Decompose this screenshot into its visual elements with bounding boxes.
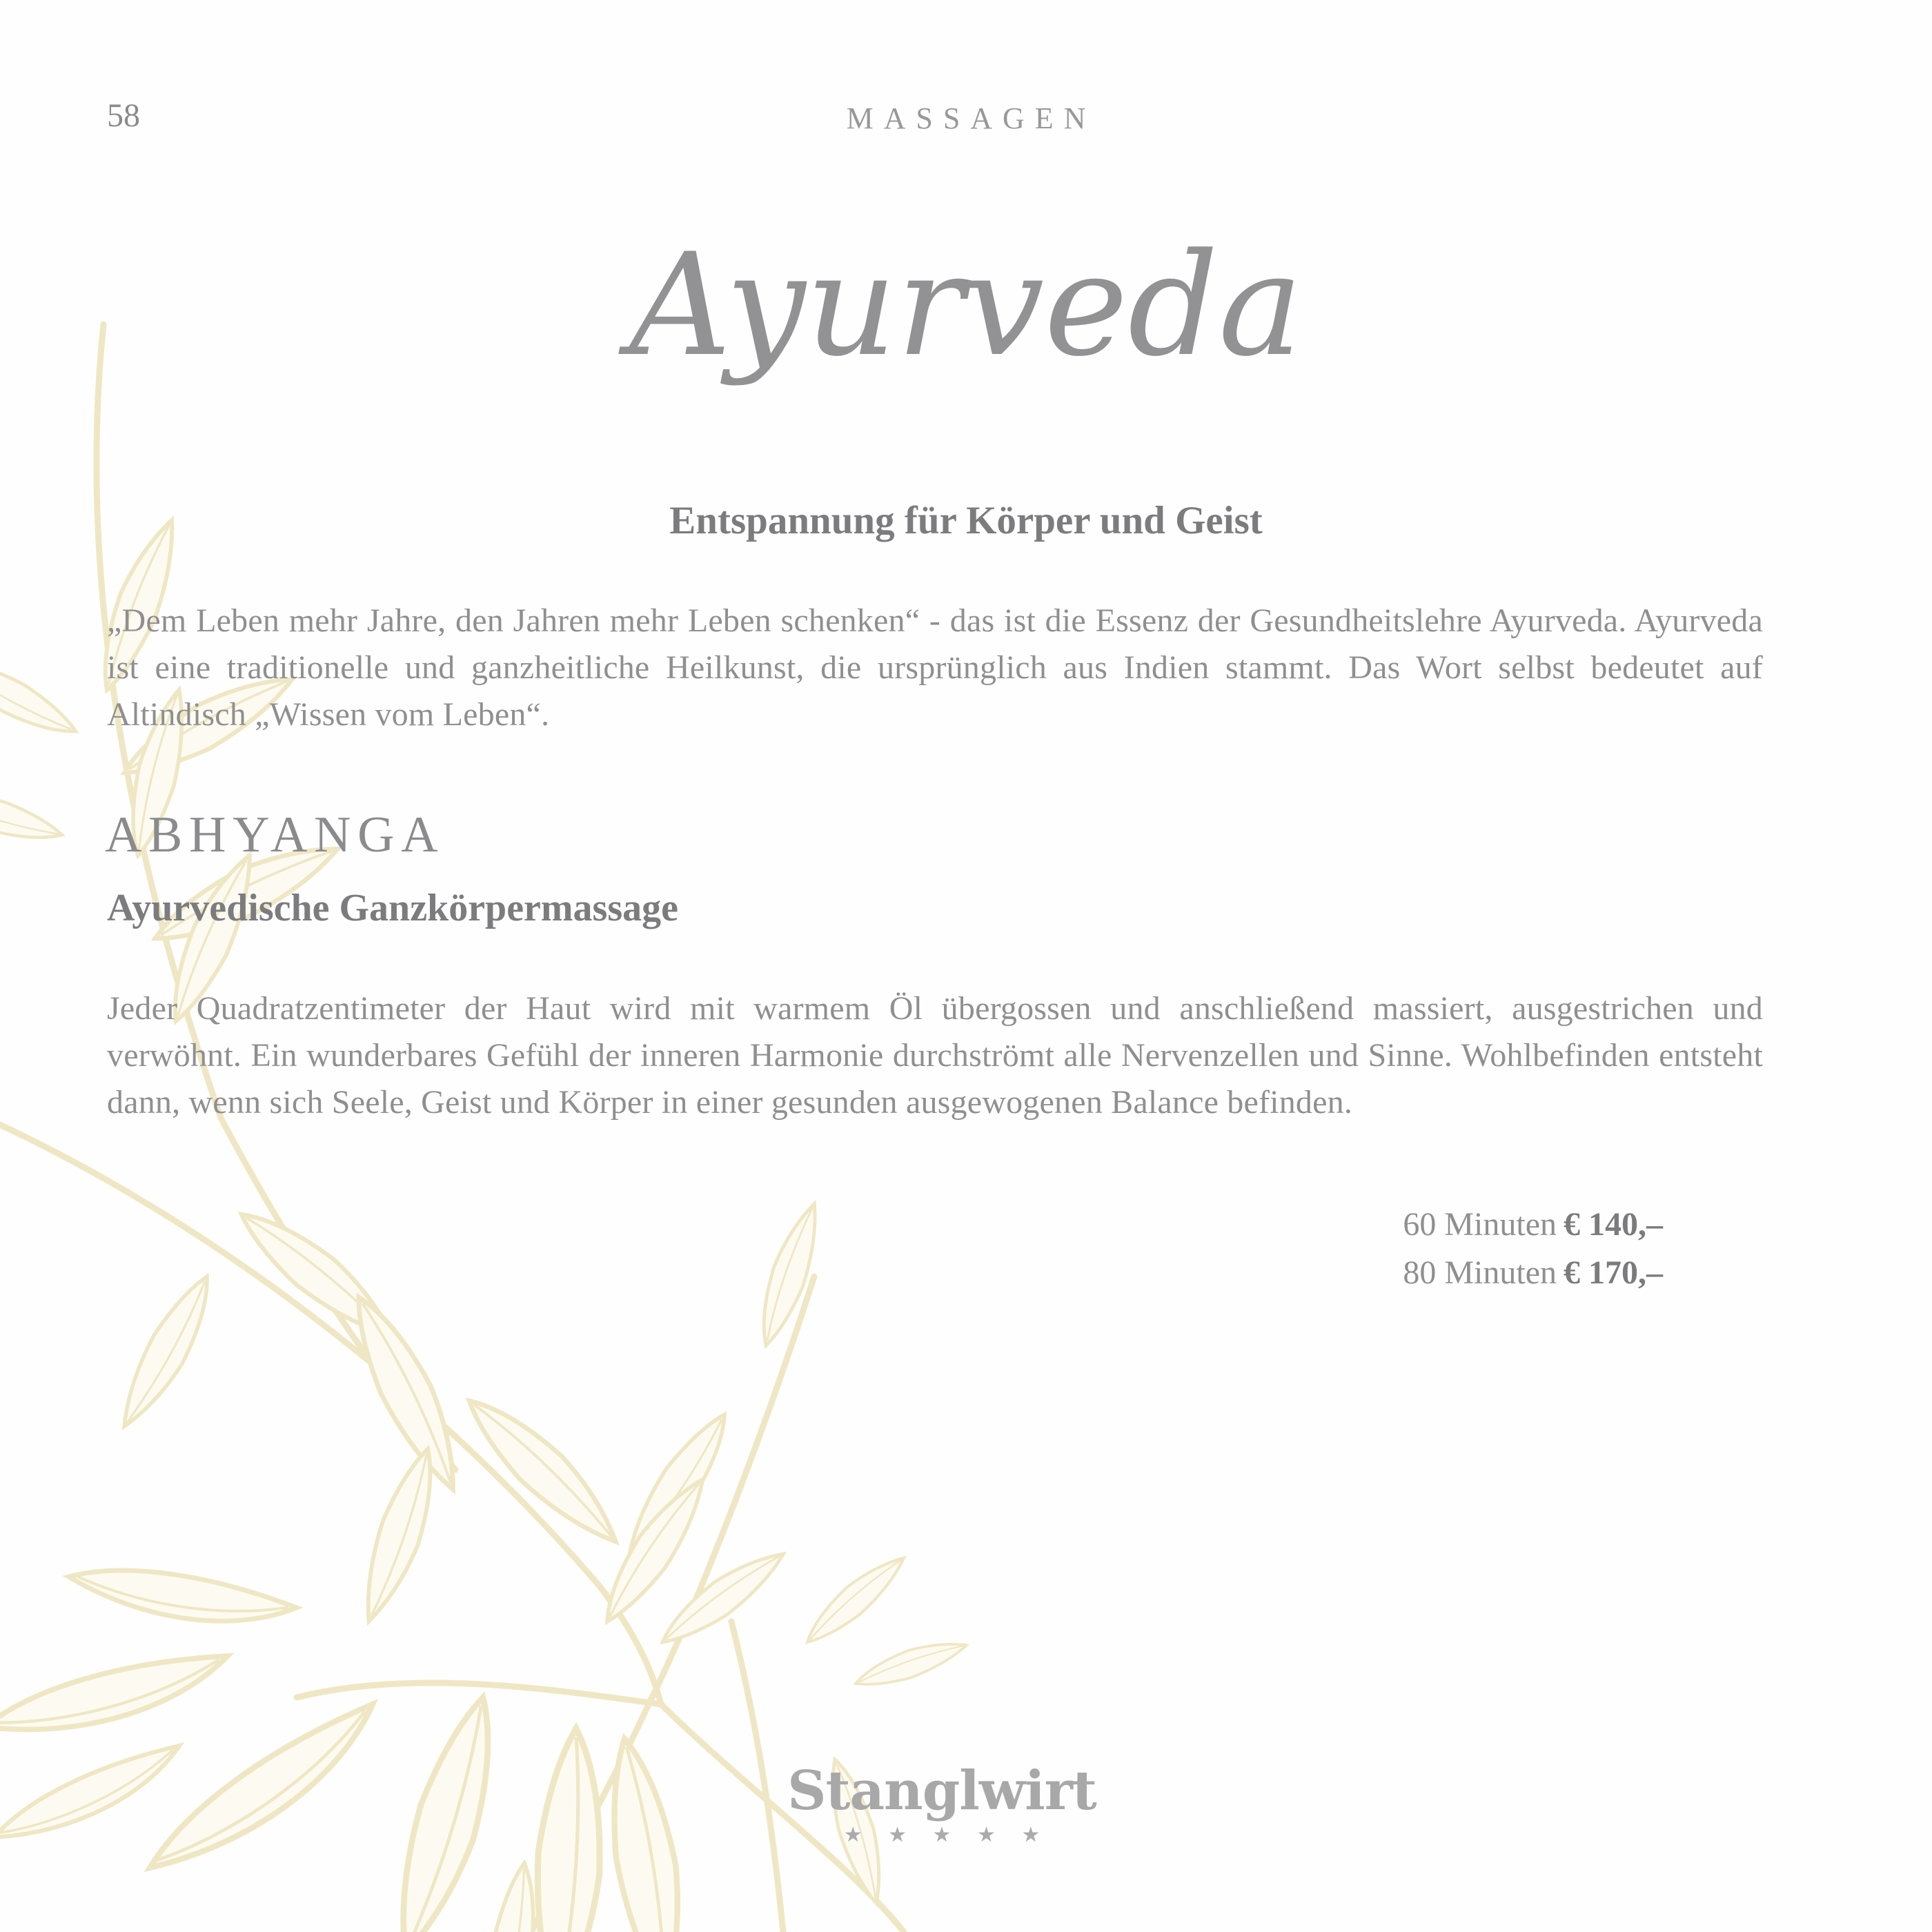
price-value: € 170,– [1564, 1254, 1663, 1291]
brand-logo: Stanglwirt [787, 1759, 1096, 1822]
brand-stars: ★ ★ ★ ★ ★ [843, 1823, 1050, 1847]
footer [0, 1759, 1908, 1847]
price-duration: 60 Minuten [1403, 1206, 1557, 1243]
page-title-script: Ayurveda [629, 224, 1303, 388]
treatment-description: Jeder Quadratzentimeter der Haut wird mit warmem Öl übergossen und anschließend massiert, ausgestrichen und verwöhnt. Ein wunderbares Gefühl der inneren Harmonie durchströmt alle Nervenzellen und Sinne. Wohlbefinden entsteht dann, wenn sich Seele, Geist und Körper in einer gesunden ausgewogenen Balance befinden. [107, 990, 1763, 1121]
price-row [1403, 1201, 1663, 1249]
intro-paragraph: „Dem Leben mehr Jahre, den Jahren mehr Leben schenken“ - das ist die Essenz der Gesundheitslehre Ayurveda. Ayurveda ist eine traditionelle und ganzheitliche Heilkunst, die ursprünglich aus Indien stammt. Das Wort selbst bedeutet auf Altindisch „Wissen vom Leben“. [107, 602, 1763, 733]
price-list [1403, 1201, 1663, 1297]
price-value: € 140,– [1564, 1206, 1663, 1243]
page-number: 58 [107, 97, 140, 134]
treatment-name: ABHYANGA [105, 807, 445, 863]
intro-heading: Entspannung für Körper und Geist [669, 499, 1263, 542]
section-title: MASSAGEN [846, 101, 1096, 135]
price-duration: 80 Minuten [1403, 1254, 1557, 1291]
treatment-subtitle: Ayurvedische Ganzkörpermassage [107, 887, 678, 929]
price-row [1403, 1249, 1663, 1297]
